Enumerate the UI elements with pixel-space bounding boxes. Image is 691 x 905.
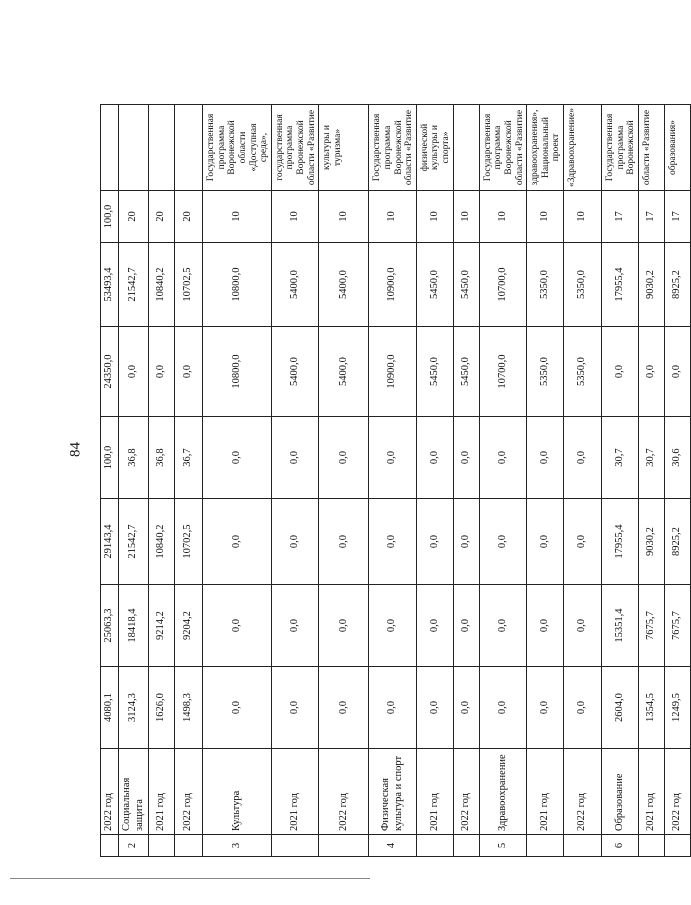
value-cell: 0,0 <box>479 417 527 499</box>
value-cell: 1498,3 <box>175 667 203 749</box>
value-cell: 0,0 <box>527 499 564 585</box>
table-row <box>119 105 149 857</box>
value-cell: 0,0 <box>271 667 319 749</box>
value-cell: 10 <box>319 191 369 243</box>
value-cell: 30,7 <box>602 417 639 499</box>
program-cell: Государственная программа Воронежской области «Развитие <box>369 105 417 191</box>
table-row <box>369 105 417 857</box>
value-cell: 0,0 <box>453 499 479 585</box>
value-cell: 0,0 <box>479 585 527 667</box>
table-row <box>453 105 479 857</box>
value-cell: 0,0 <box>564 585 602 667</box>
value-cell: 9030,2 <box>638 243 664 327</box>
program-cell: Государственная программа Воронежской области «Развитие <box>479 105 527 191</box>
value-cell: 10700,0 <box>479 243 527 327</box>
program-cell: Государственная программа Воронежской области «Доступная среда», <box>203 105 272 191</box>
value-cell: 10800,0 <box>203 243 272 327</box>
value-cell: 5350,0 <box>527 243 564 327</box>
value-cell: 100,0 <box>101 417 119 499</box>
value-cell: 10 <box>527 191 564 243</box>
value-cell: 0,0 <box>527 667 564 749</box>
row-index-cell: 4 <box>369 835 417 857</box>
row-label-cell: 2021 год <box>527 749 564 835</box>
table-row <box>564 105 602 857</box>
value-cell: 5400,0 <box>319 243 369 327</box>
value-cell: 15351,4 <box>602 585 639 667</box>
table-row <box>416 105 453 857</box>
value-cell: 100,0 <box>101 191 119 243</box>
page-number: 84 <box>67 442 84 457</box>
value-cell: 0,0 <box>453 417 479 499</box>
value-cell: 10840,2 <box>149 243 175 327</box>
value-cell: 8925,2 <box>664 499 690 585</box>
row-index-cell: 5 <box>479 835 527 857</box>
value-cell: 36,8 <box>149 417 175 499</box>
value-cell: 10 <box>416 191 453 243</box>
budget-table <box>100 104 691 857</box>
row-label-cell: 2022 год <box>175 749 203 835</box>
row-index-cell <box>664 835 690 857</box>
program-cell: образования» <box>664 105 690 191</box>
value-cell: 1354,5 <box>638 667 664 749</box>
value-cell: 29143,4 <box>101 499 119 585</box>
value-cell: 0,0 <box>271 585 319 667</box>
value-cell: 0,0 <box>453 585 479 667</box>
value-cell: 30,6 <box>664 417 690 499</box>
value-cell: 5350,0 <box>564 327 602 417</box>
row-index-cell <box>271 835 319 857</box>
row-label-cell: 2022 год <box>564 749 602 835</box>
table-row <box>175 105 203 857</box>
value-cell: 36,7 <box>175 417 203 499</box>
rotated-table-wrapper <box>100 0 683 857</box>
value-cell: 5400,0 <box>271 327 319 417</box>
value-cell: 18418,4 <box>119 585 149 667</box>
value-cell: 53493,4 <box>101 243 119 327</box>
program-cell: здравоохранения», Национальный проект <box>527 105 564 191</box>
value-cell: 10702,5 <box>175 499 203 585</box>
value-cell: 8925,2 <box>664 243 690 327</box>
value-cell: 0,0 <box>203 585 272 667</box>
table-body <box>101 105 691 857</box>
value-cell: 0,0 <box>602 327 639 417</box>
value-cell: 25063,3 <box>101 585 119 667</box>
value-cell: 9214,2 <box>149 585 175 667</box>
value-cell: 0,0 <box>416 585 453 667</box>
row-label-cell: 2022 год <box>101 749 119 835</box>
value-cell: 21542,7 <box>119 243 149 327</box>
value-cell: 0,0 <box>479 499 527 585</box>
value-cell: 17955,4 <box>602 243 639 327</box>
program-cell <box>119 105 149 191</box>
row-index-cell <box>175 835 203 857</box>
value-cell: 3124,3 <box>119 667 149 749</box>
table-row <box>479 105 527 857</box>
value-cell: 0,0 <box>319 417 369 499</box>
value-cell: 5400,0 <box>271 243 319 327</box>
row-label-cell: 2021 год <box>149 749 175 835</box>
value-cell: 7675,7 <box>638 585 664 667</box>
footer-rule <box>10 878 370 879</box>
row-label-cell: 2022 год <box>664 749 690 835</box>
row-index-cell <box>638 835 664 857</box>
program-cell: «Здравоохранение» <box>564 105 602 191</box>
value-cell: 0,0 <box>527 585 564 667</box>
value-cell: 17955,4 <box>602 499 639 585</box>
row-label-cell: Социальная защита <box>119 749 149 835</box>
value-cell: 10700,0 <box>479 327 527 417</box>
value-cell: 5450,0 <box>416 327 453 417</box>
value-cell: 0,0 <box>369 417 417 499</box>
value-cell: 9204,2 <box>175 585 203 667</box>
value-cell: 0,0 <box>319 585 369 667</box>
value-cell: 10702,5 <box>175 243 203 327</box>
table-row <box>527 105 564 857</box>
value-cell: 0,0 <box>319 667 369 749</box>
value-cell: 36,8 <box>119 417 149 499</box>
row-label-cell: 2022 год <box>453 749 479 835</box>
program-cell <box>149 105 175 191</box>
value-cell: 10 <box>479 191 527 243</box>
value-cell: 10900,0 <box>369 243 417 327</box>
value-cell: 17 <box>638 191 664 243</box>
value-cell: 5450,0 <box>416 243 453 327</box>
value-cell: 0,0 <box>453 667 479 749</box>
value-cell: 0,0 <box>664 327 690 417</box>
table-row <box>101 105 119 857</box>
value-cell: 0,0 <box>416 667 453 749</box>
row-index-cell: 3 <box>203 835 272 857</box>
value-cell: 7675,7 <box>664 585 690 667</box>
value-cell: 10 <box>271 191 319 243</box>
value-cell: 0,0 <box>369 499 417 585</box>
value-cell: 0,0 <box>479 667 527 749</box>
row-index-cell <box>416 835 453 857</box>
value-cell: 0,0 <box>564 667 602 749</box>
value-cell: 0,0 <box>638 327 664 417</box>
row-index-cell <box>319 835 369 857</box>
value-cell: 10 <box>203 191 272 243</box>
value-cell: 0,0 <box>271 499 319 585</box>
table-row <box>203 105 272 857</box>
table-row <box>319 105 369 857</box>
value-cell: 5450,0 <box>453 243 479 327</box>
value-cell: 5350,0 <box>527 327 564 417</box>
value-cell: 10 <box>453 191 479 243</box>
table-row <box>664 105 690 857</box>
program-cell <box>175 105 203 191</box>
program-cell: области «Развитие <box>638 105 664 191</box>
row-label-cell: 2021 год <box>271 749 319 835</box>
value-cell: 0,0 <box>319 499 369 585</box>
value-cell: 0,0 <box>369 585 417 667</box>
value-cell: 5450,0 <box>453 327 479 417</box>
value-cell: 0,0 <box>416 499 453 585</box>
row-index-cell: 6 <box>602 835 639 857</box>
program-cell <box>453 105 479 191</box>
value-cell: 10800,0 <box>203 327 272 417</box>
program-cell: физической культуры и спорта» <box>416 105 453 191</box>
value-cell: 1626,0 <box>149 667 175 749</box>
table-row <box>602 105 639 857</box>
value-cell: 10 <box>564 191 602 243</box>
table-row <box>638 105 664 857</box>
value-cell: 0,0 <box>119 327 149 417</box>
value-cell: 0,0 <box>175 327 203 417</box>
value-cell: 17 <box>602 191 639 243</box>
row-index-cell <box>564 835 602 857</box>
row-label-cell: Здравоохранение <box>479 749 527 835</box>
program-cell: Государственная программа Воронежской <box>602 105 639 191</box>
value-cell: 0,0 <box>369 667 417 749</box>
value-cell: 0,0 <box>203 499 272 585</box>
value-cell: 0,0 <box>271 417 319 499</box>
value-cell: 9030,2 <box>638 499 664 585</box>
value-cell: 1249,5 <box>664 667 690 749</box>
value-cell: 20 <box>175 191 203 243</box>
value-cell: 21542,7 <box>119 499 149 585</box>
program-cell: культуры и туризма» <box>319 105 369 191</box>
table-row <box>149 105 175 857</box>
value-cell: 5400,0 <box>319 327 369 417</box>
value-cell: 0,0 <box>416 417 453 499</box>
row-label-cell: 2021 год <box>416 749 453 835</box>
value-cell: 20 <box>119 191 149 243</box>
table-row <box>271 105 319 857</box>
program-cell: государственная программа Воронежской области «Развитие <box>271 105 319 191</box>
row-index-cell: 2 <box>119 835 149 857</box>
value-cell: 2604,0 <box>602 667 639 749</box>
value-cell: 17 <box>664 191 690 243</box>
row-index-cell <box>101 835 119 857</box>
value-cell: 10840,2 <box>149 499 175 585</box>
value-cell: 24350,0 <box>101 327 119 417</box>
value-cell: 4080,1 <box>101 667 119 749</box>
row-label-cell: Физическая культура и спорт <box>369 749 417 835</box>
row-label-cell: 2022 год <box>319 749 369 835</box>
value-cell: 10 <box>369 191 417 243</box>
row-index-cell <box>527 835 564 857</box>
value-cell: 5350,0 <box>564 243 602 327</box>
value-cell: 0,0 <box>203 667 272 749</box>
value-cell: 0,0 <box>203 417 272 499</box>
value-cell: 30,7 <box>638 417 664 499</box>
value-cell: 20 <box>149 191 175 243</box>
value-cell: 0,0 <box>564 499 602 585</box>
row-label-cell: Образование <box>602 749 639 835</box>
value-cell: 10900,0 <box>369 327 417 417</box>
program-cell <box>101 105 119 191</box>
value-cell: 0,0 <box>149 327 175 417</box>
row-label-cell: Культура <box>203 749 272 835</box>
row-index-cell <box>453 835 479 857</box>
row-label-cell: 2021 год <box>638 749 664 835</box>
value-cell: 0,0 <box>564 417 602 499</box>
row-index-cell <box>149 835 175 857</box>
value-cell: 0,0 <box>527 417 564 499</box>
